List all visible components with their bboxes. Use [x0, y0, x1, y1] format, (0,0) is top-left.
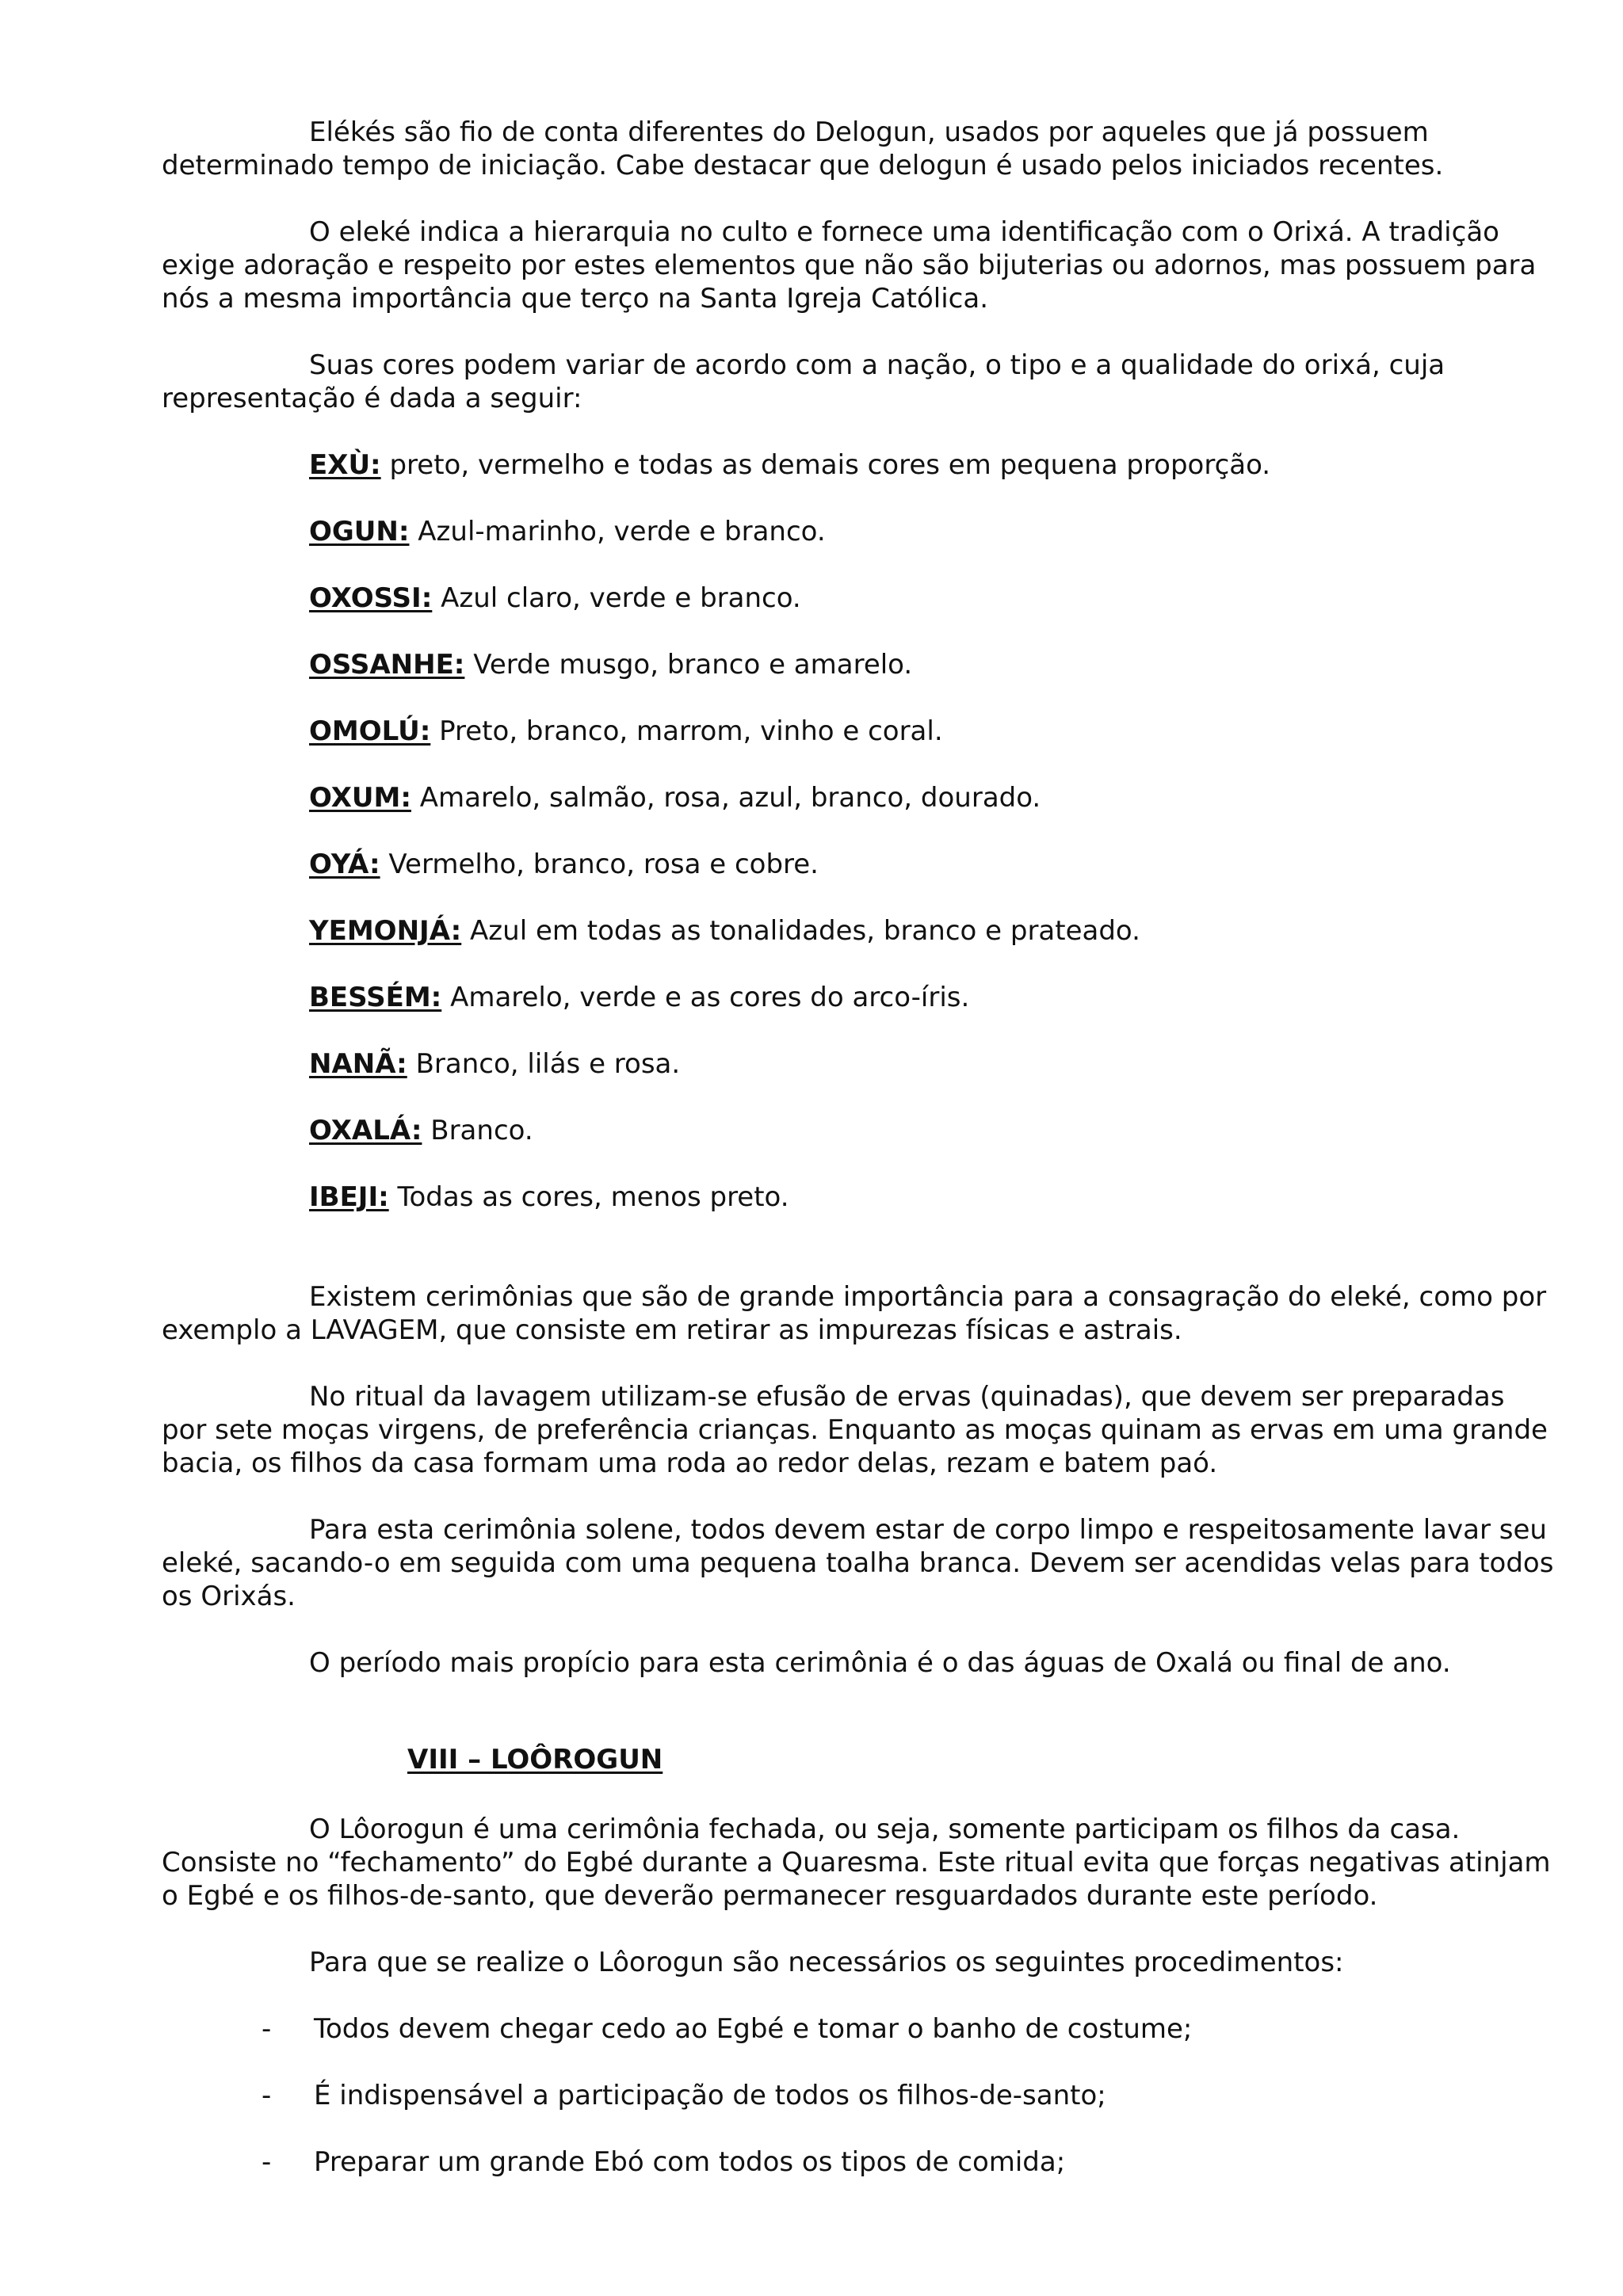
orixa-colors: Preto, branco, marrom, vinho e coral. [439, 715, 943, 747]
orixa-colors: Branco, lilás e rosa. [415, 1048, 681, 1080]
paragraph-ceremonies: Existem cerimônias que são de grande importância para a consagração do eleké, como por exemplo a LAVAGEM, que consiste em retirar as impurezas físicas e astrais. [162, 1281, 1547, 1346]
orixa-item [309, 715, 1545, 748]
orixa-item [309, 1180, 1545, 1214]
orixa-item [309, 648, 1545, 681]
paragraph-best-period: O período mais propício para esta cerimônia é o das águas de Oxalá ou final de ano. [309, 1647, 1451, 1679]
orixa-name: OXALÁ: [309, 1115, 422, 1146]
orixa-item [309, 515, 1545, 548]
paragraph-eleke-hierarchy: O eleké indica a hierarquia no culto e fornece uma identificação com o Orixá. A tradição exige adoração e respeito por estes elementos que não são bijuterias ou adornos, mas possuem para nós a mesma importância que terço na Santa Igreja Católica. [162, 216, 1537, 315]
paragraph-colors-intro: Suas cores podem variar de acordo com a nação, o tipo e a qualidade do orixá, cuja representação é dada a seguir: [162, 349, 1445, 414]
dash-marker: - [262, 2146, 272, 2178]
orixa-colors: Azul claro, verde e branco. [441, 582, 801, 614]
list-item [262, 2145, 1545, 2179]
orixa-item [309, 914, 1545, 948]
list-item-text: É indispensável a participação de todos os filhos-de-santo; [314, 2080, 1106, 2111]
orixa-name: OSSANHE: [309, 649, 465, 681]
list-item-text: Preparar um grande Ebó com todos os tipos de comida; [314, 2146, 1066, 2178]
orixa-name: NANÃ: [309, 1048, 407, 1080]
section-heading: VIII – LOÔROGUN [407, 1744, 663, 1775]
orixa-colors: Azul-marinho, verde e branco. [418, 516, 826, 547]
orixa-colors: Verde musgo, branco e amarelo. [473, 649, 913, 681]
orixa-colors: Amarelo, salmão, rosa, azul, branco, dourado. [419, 782, 1041, 814]
orixa-name: OMOLÚ: [309, 715, 431, 747]
orixa-name: BESSÉM: [309, 982, 442, 1013]
orixa-name: OGUN: [309, 516, 410, 547]
orixa-item [309, 981, 1545, 1014]
orixa-colors: Vermelho, branco, rosa e cobre. [388, 849, 819, 880]
orixa-item [309, 582, 1545, 615]
orixa-item [309, 1047, 1545, 1081]
list-item [262, 2012, 1545, 2046]
orixa-item [309, 848, 1545, 881]
orixa-item [309, 1114, 1545, 1147]
paragraph-washing-ritual: No ritual da lavagem utilizam-se efusão de ervas (quinadas), que devem ser preparadas por sete moças virgens, de preferência crianças. Enquanto as moças quinam as ervas em uma grande bacia, os filhos da casa formam uma roda ao redor delas, rezam e batem paó. [162, 1381, 1548, 1479]
list-item-text: Todos devem chegar cedo ao Egbé e tomar o banho de costume; [314, 2013, 1193, 2045]
paragraph-solemn-ceremony: Para esta cerimônia solene, todos devem estar de corpo limpo e respeitosamente lavar seu eleké, sacando-o em seguida com uma pequena toalha branca. Devem ser acendidas velas para todos os Orixás. [162, 1514, 1554, 1612]
orixa-name: IBEJI: [309, 1181, 389, 1213]
orixa-name: OYÁ: [309, 849, 380, 880]
orixa-colors: Azul em todas as tonalidades, branco e prateado. [470, 915, 1140, 947]
paragraph-procedures-intro: Para que se realize o Lôorogun são necessários os seguintes procedimentos: [309, 1947, 1344, 1978]
orixa-colors: preto, vermelho e todas as demais cores em pequena proporção. [389, 449, 1271, 481]
orixa-colors: Amarelo, verde e as cores do arco-íris. [450, 982, 970, 1013]
orixa-name: OXUM: [309, 782, 411, 814]
orixa-colors: Branco. [430, 1115, 533, 1146]
orixa-colors: Todas as cores, menos preto. [397, 1181, 789, 1213]
orixa-name: YEMONJÁ: [309, 915, 462, 947]
paragraph-elekes-intro: Elékés são fio de conta diferentes do Delogun, usados por aqueles que já possuem determinado tempo de iniciação. Cabe destacar que delogun é usado pelos iniciados recentes. [162, 116, 1444, 181]
orixa-item [309, 781, 1545, 814]
orixa-name: OXOSSI: [309, 582, 433, 614]
orixa-item [309, 448, 1545, 482]
orixa-name: EXÙ: [309, 449, 381, 481]
paragraph-loorogun-description: O Lôorogun é uma cerimônia fechada, ou seja, somente participam os filhos da casa. Consiste no “fechamento” do Egbé durante a Quaresma. Este ritual evita que forças negativas atinjam o Egbé e os filhos-de-santo, que deverão permanecer resguardados durante este período. [162, 1814, 1551, 1912]
dash-marker: - [262, 2080, 272, 2111]
list-item [262, 2079, 1545, 2112]
dash-marker: - [262, 2013, 272, 2045]
